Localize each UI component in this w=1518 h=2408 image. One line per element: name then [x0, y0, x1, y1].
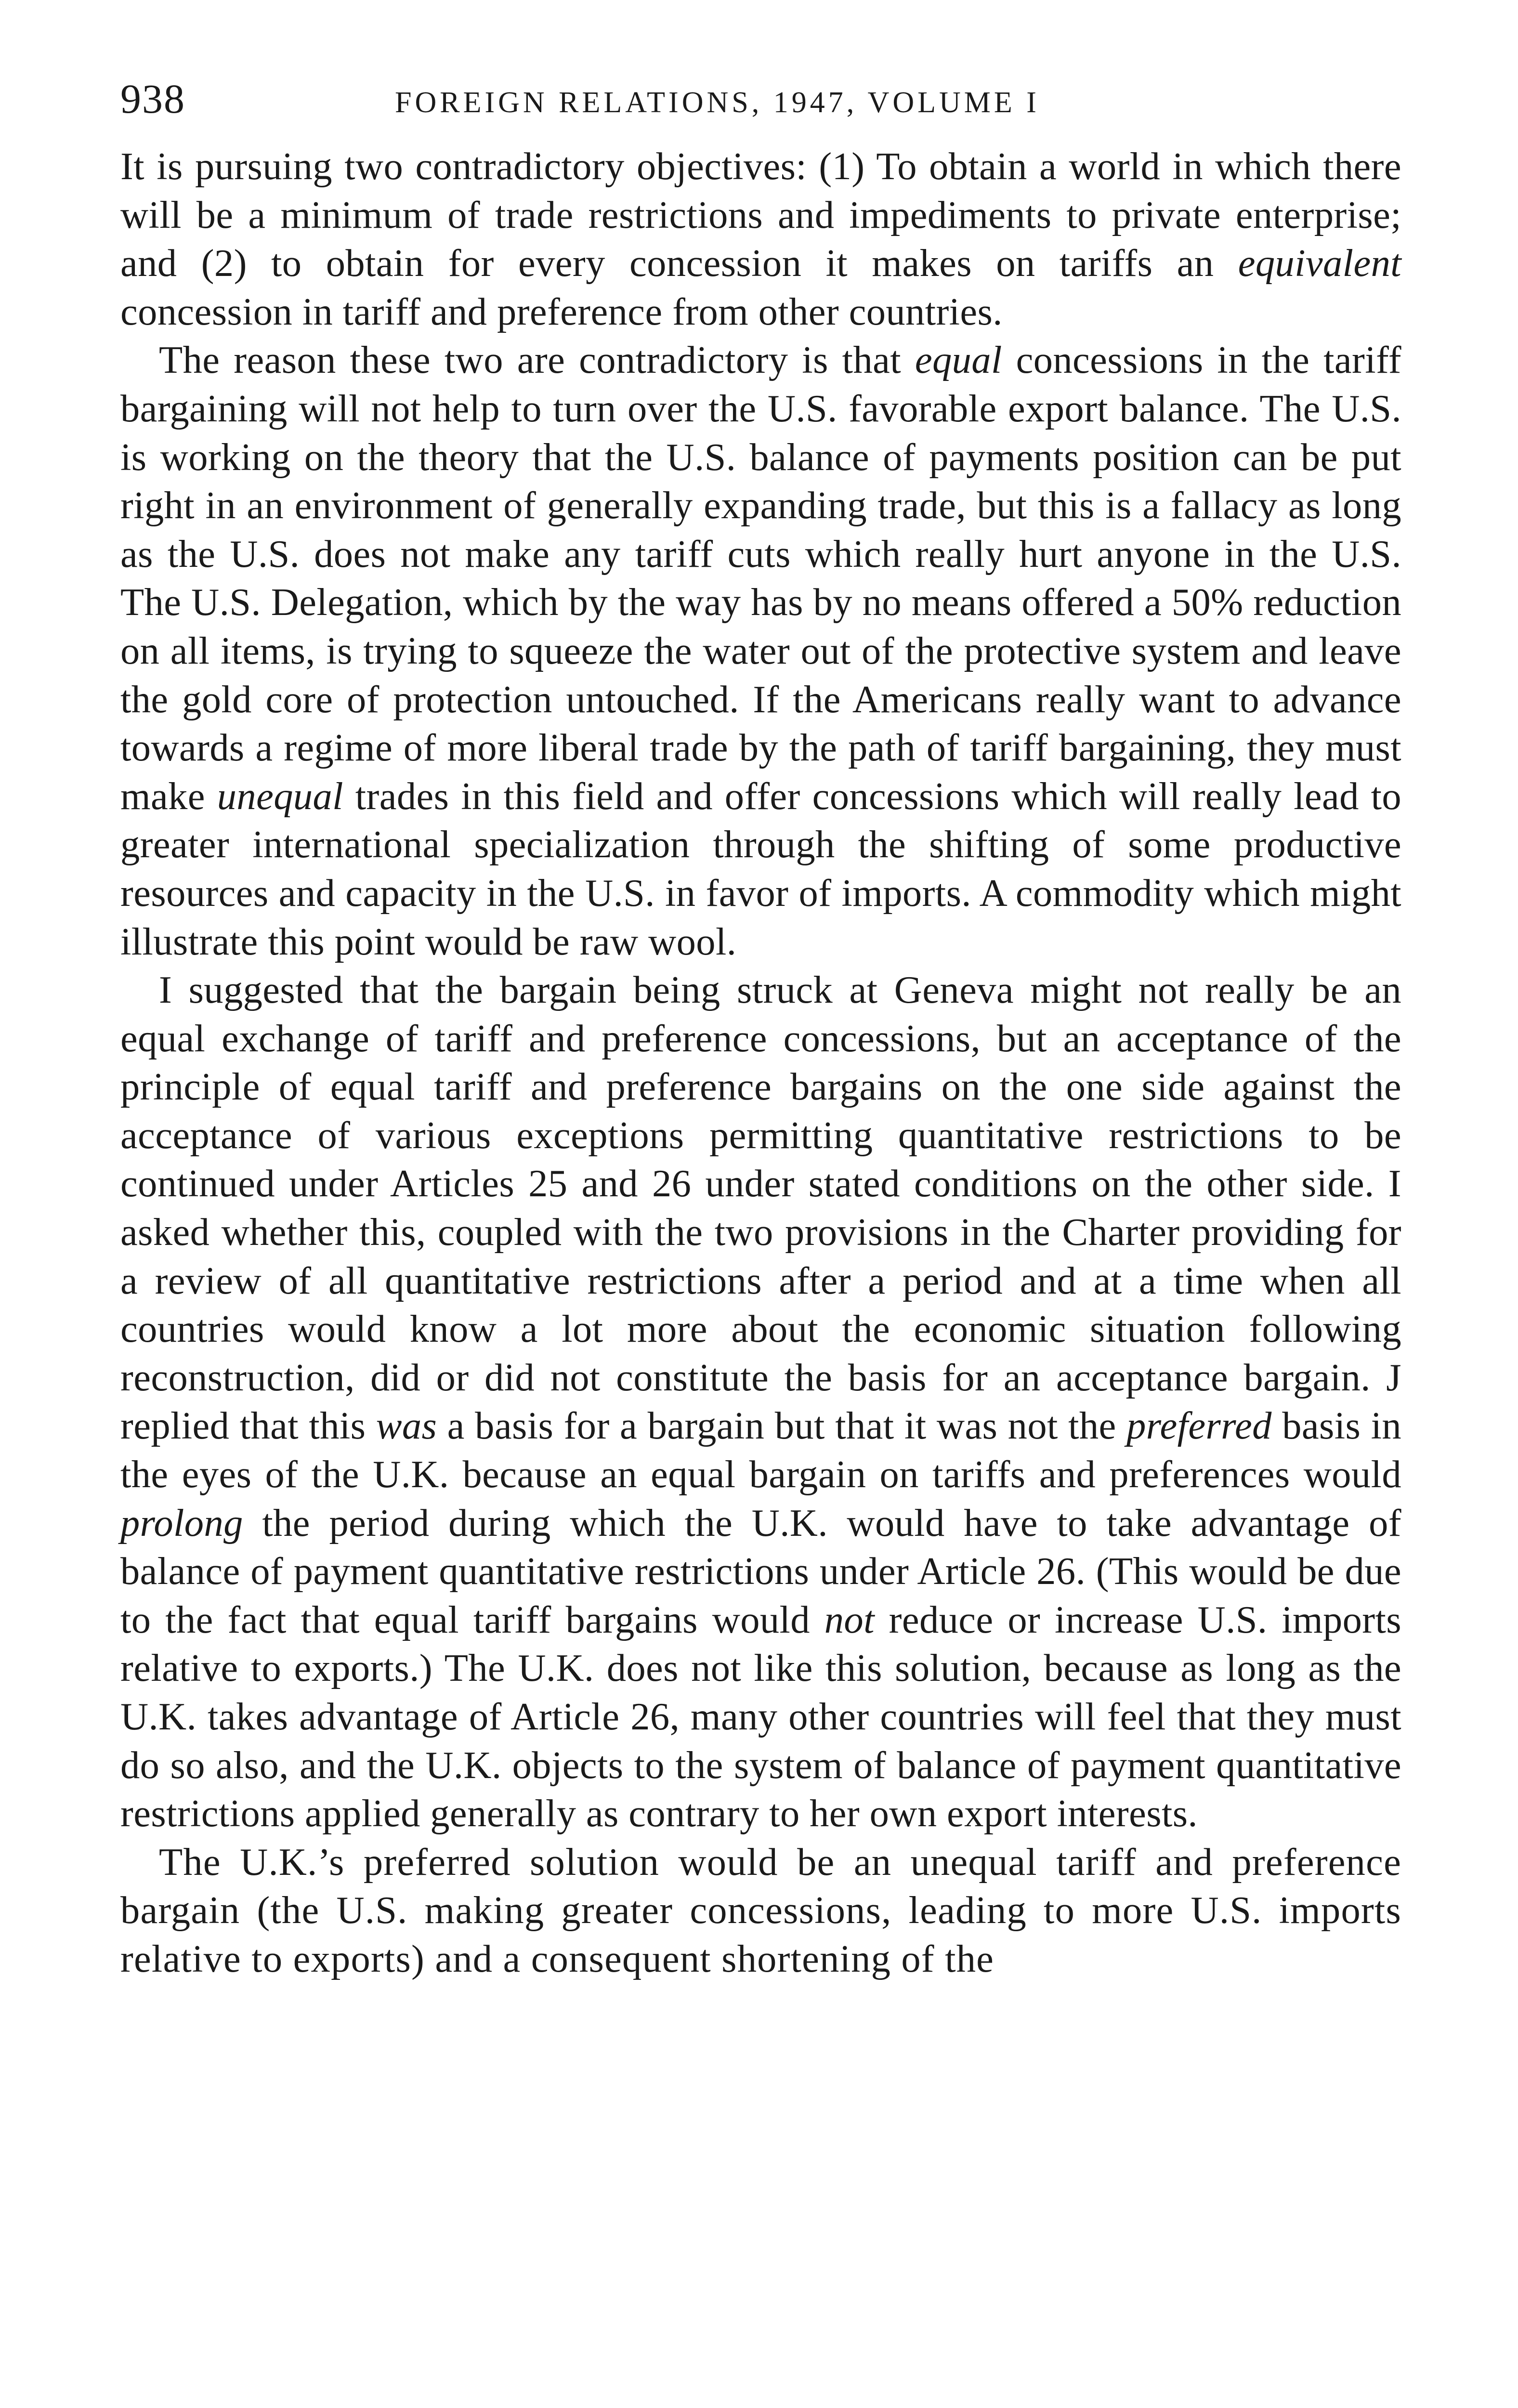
paragraph-1-text: concession in tariff and preference from other countries.: [120, 290, 1003, 333]
paragraph-1-text: It is pursuing two contradictory objectives: (1) To obtain a world in which there will be a minimum of trade restrictions and impediments to private enterprise; and (2) to obtain for every concession it makes on tariffs an: [120, 145, 1401, 285]
running-title: FOREIGN RELATIONS, 1947, VOLUME I: [395, 86, 1040, 119]
emphasis-not: not: [824, 1598, 875, 1641]
paragraph-4: [120, 1838, 1401, 1984]
paragraph-2-text: trades in this field and offer concessions which will really lead to greater international specialization through the shifting of some productive resources and capacity in the U.S. in favor of imports. A commodity which might illustrate this point would be raw wool.: [120, 774, 1401, 963]
emphasis-unequal: unequal: [217, 774, 343, 818]
paragraph-2-text: concessions in the tariff bargaining will not help to turn over the U.S. favorable export balance. The U.S. is working on the theory that the U.S. balance of payments position can be put right in an environment of generally expanding trade, but this is a fallacy as long as the U.S. does not make any tariff cuts which really hurt anyone in the U.S. The U.S. Delegation, which by the way has by no means offered a 50% reduction on all items, is trying to squeeze the water out of the protective system and leave the gold core of protection untouched. If the Americans really want to advance towards a regime of more liberal trade by the path of tariff bargaining, they must make: [120, 339, 1401, 818]
paragraph-2: [120, 336, 1401, 966]
paragraph-3-text: basis in the eyes of the U.K. because an equal bargain on tariffs and preferences would: [120, 1404, 1402, 1496]
paragraph-3-text: I suggested that the bargain being struck at Geneva might not really be an equal exchange of tariff and preference concessions, but an acceptance of the principle of equal tariff and preference bargains on the one side against the acceptance of various exceptions permitting quantitative restrictions to be continued under Articles 25 and 26 under stated conditions on the other side. I asked whether this, coupled with the two provisions in the Charter providing for a review of all quantitative restrictions after a period and at a time when all countries would know a lot more about the economic situation following reconstruction, did or did not constitute the basis for an acceptance bargain. J replied that this: [120, 968, 1401, 1448]
paragraph-4-text: The U.K.’s preferred solution would be an unequal tariff and preference bargain (the U.S. making greater concessions, leading to more U.S. imports relative to exports) and a consequent shortening of the: [120, 1840, 1401, 1980]
paragraph-3-text: the period during which the U.K. would have to take advantage of balance of payment quantitative restrictions under Article 26. (This would be due to the fact that equal tariff bargains would: [120, 1501, 1401, 1641]
emphasis-preferred: preferred: [1126, 1404, 1272, 1448]
emphasis-prolong: prolong: [120, 1501, 243, 1544]
emphasis-was: was: [376, 1404, 437, 1448]
paragraph-3-text: reduce or increase U.S. imports relative to exports.) The U.K. does not like this solution, because as long as the U.K. takes advantage of Article 26, many other countries will feel that they must do so also, and the U.K. objects to the system of balance of payment quantitative restrictions applied generally as contrary to her own export interests.: [120, 1598, 1401, 1835]
page-number: 938: [120, 76, 185, 122]
paragraph-2-text: The reason these two are contradictory is that: [159, 339, 915, 382]
paragraph-3-text: a basis for a bargain but that it was not the: [437, 1404, 1127, 1448]
emphasis-equal: equal: [915, 339, 1002, 382]
emphasis-equivalent: equivalent: [1238, 242, 1401, 285]
body-text: [120, 143, 1401, 1984]
paragraph-1: [120, 143, 1401, 336]
paragraph-3: [120, 966, 1401, 1838]
running-head: [120, 67, 1421, 130]
